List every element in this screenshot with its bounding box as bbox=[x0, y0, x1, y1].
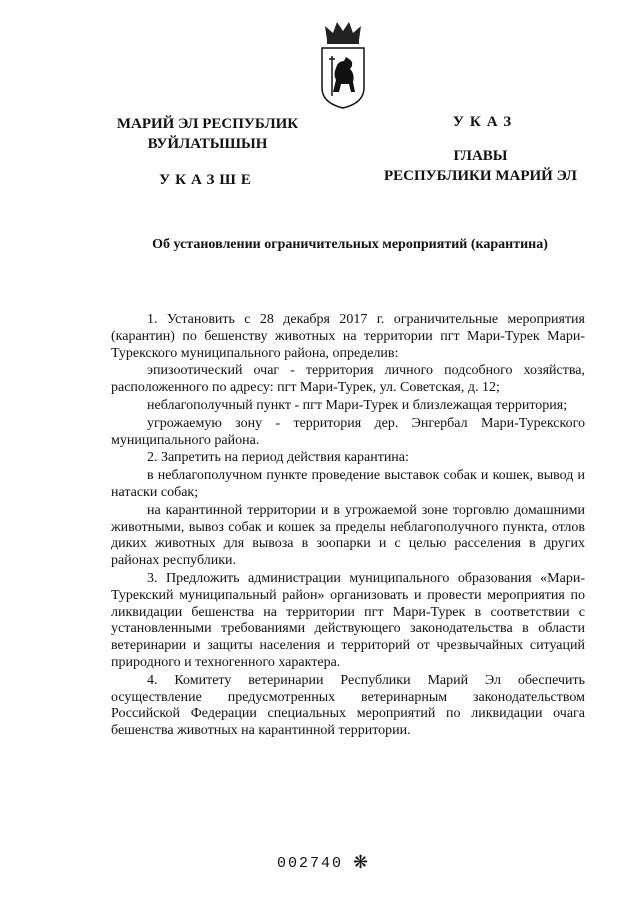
header-right-line2: РЕСПУБЛИКИ МАРИЙ ЭЛ bbox=[383, 168, 577, 184]
header-left-line1: МАРИЙ ЭЛ РЕСПУБЛИК bbox=[116, 116, 299, 132]
paragraph: 3. Предложить администрации муниципального образования «Мари-Турекский муниципальный район» организовать и провести мероприятия по ликвидации бешенства на территории пгт Мари-Турек в соответствии с установленными требованиями действующего законодательства в области ветеринарии и защиты населения и территорий от чрезвычайных ситуаций природного и техногенного характера. bbox=[111, 570, 585, 670]
paragraph: в неблагополучном пункте проведение выставок собак и кошек, вывод и натаски собак; bbox=[111, 468, 585, 500]
header-right-title: УКАЗ bbox=[452, 114, 518, 130]
paragraph: 1. Установить с 28 декабря 2017 г. ограничительные мероприятия (карантин) по бешенству животных на территории пгт Мари-Турек Мари-Турекского муниципального района, определив: bbox=[111, 312, 585, 361]
header-left-block bbox=[115, 114, 300, 190]
asterisk-icon: ❋ bbox=[353, 852, 369, 872]
paragraph: на карантинной территории и в угрожаемой зоне торговлю домашними животными, вывоз собак и кошек за пределы неблагополучного пункта, отлов диких животных для вывоза в зоопарки и с целью расселения в других районах республики. bbox=[111, 502, 585, 569]
header-left-title: УКАЗШЕ bbox=[159, 172, 256, 188]
paragraph: неблагополучный пункт - пгт Мари-Турек и близлежащая территория; bbox=[147, 397, 568, 413]
document-body bbox=[111, 312, 585, 741]
serial-number: 002740 bbox=[277, 855, 344, 872]
header-right-line1: ГЛАВЫ bbox=[453, 148, 508, 164]
header-left-line2: ВУЙЛАТЫШЫН bbox=[147, 136, 268, 152]
header-right-block bbox=[373, 146, 588, 186]
paragraph: 4. Комитету ветеринарии Республики Марий Эл обеспечить осуществление предусмотренных ветеринарным законодательством Российской Федерации специальных мероприятий по ликвидации очага бешенства животных на карантинной территории. bbox=[111, 672, 585, 739]
paragraph: 2. Запретить на период действия карантина: bbox=[147, 450, 409, 466]
document-title: Об установлении ограничительных мероприятий (карантина) bbox=[152, 237, 548, 252]
coat-of-arms-icon bbox=[319, 18, 367, 110]
paragraph: угрожаемую зону - территория дер. Энгербал Мари-Турекского муниципального района. bbox=[111, 415, 585, 448]
paragraph: эпизоотический очаг - территория личного подсобного хозяйства, расположенного по адресу: пгт Мари-Турек, ул. Советская, д. 12; bbox=[111, 363, 585, 396]
